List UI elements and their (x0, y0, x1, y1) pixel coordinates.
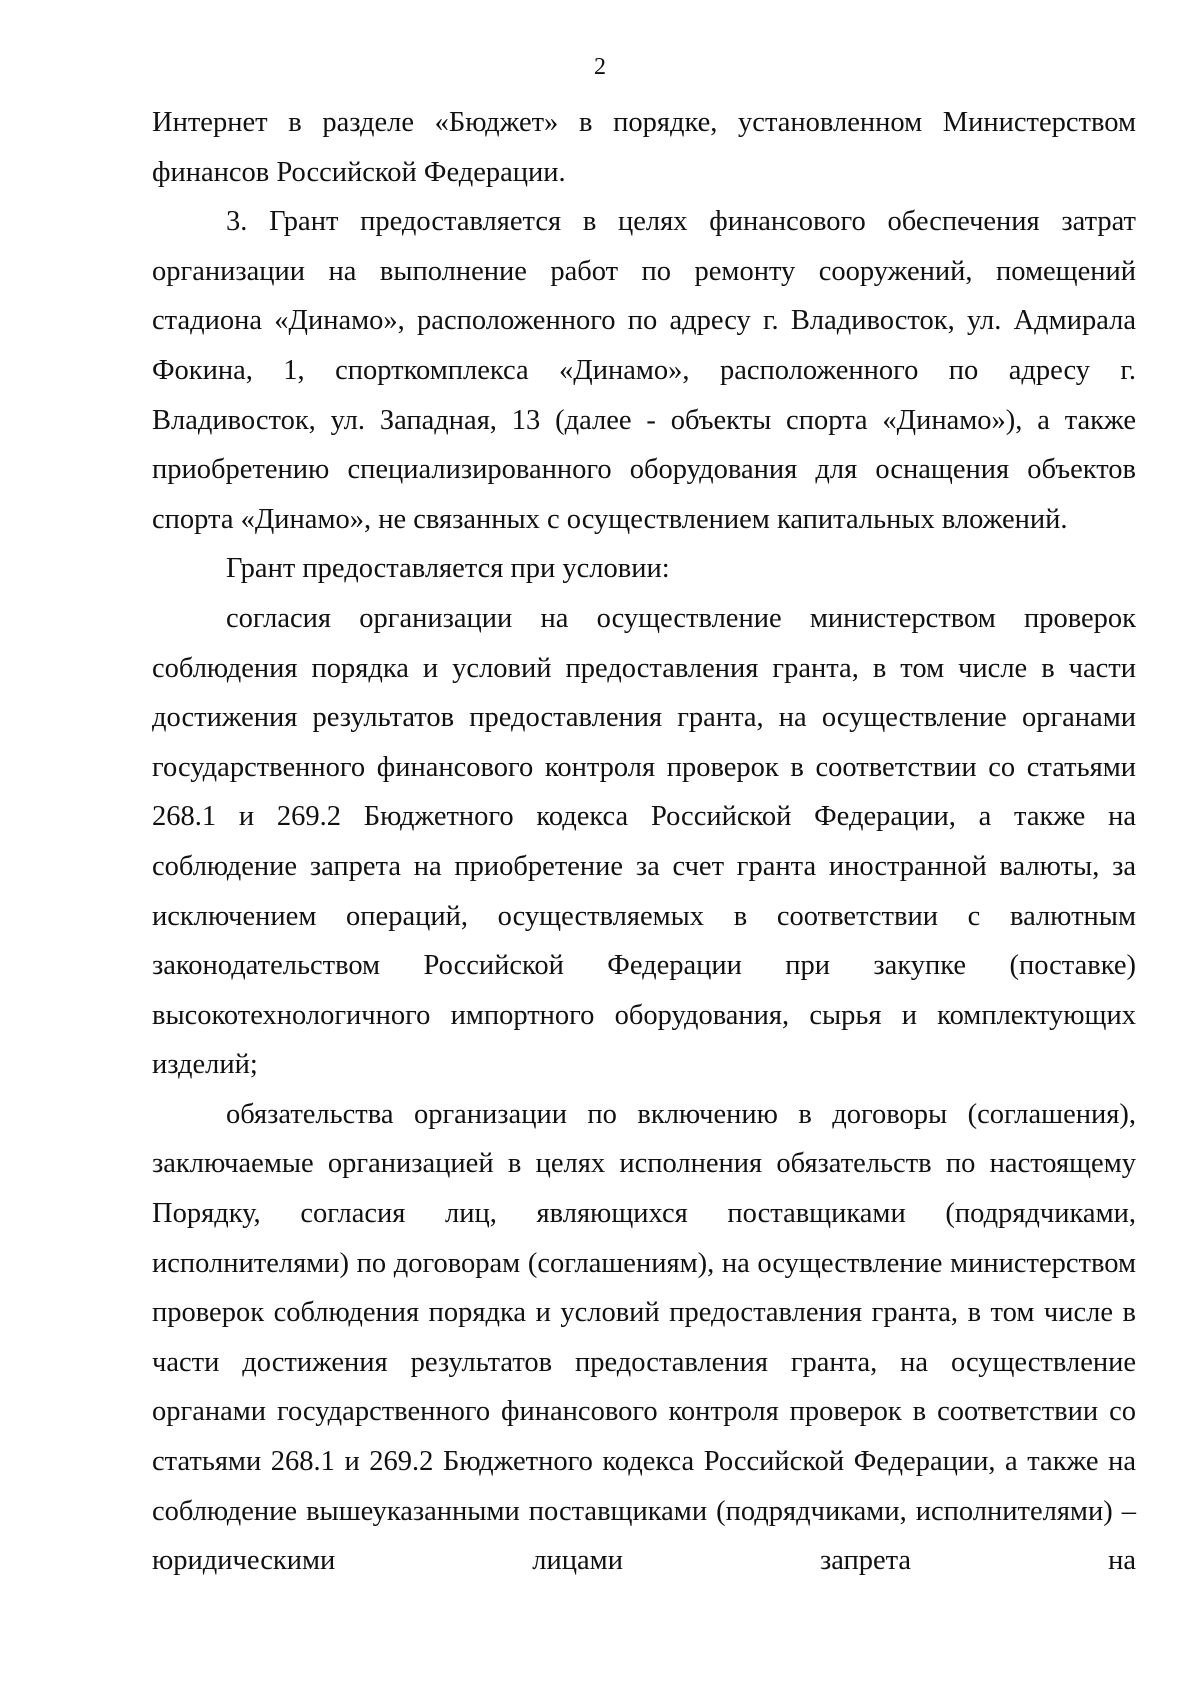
paragraph-grant-conditions-intro: Грант предоставляется при условии: (226, 553, 670, 585)
paragraph-organization-consent: согласия организации на осуществление министерством проверок соблюдения порядка и условий предоставления гранта, в том числе в части достижения результатов предоставления гранта, на осуществление органами государственного финансового контроля проверок в соответствии со статьями 268.1 и 269.2 Бюджетного кодекса Российской Федерации, а также на соблюдение запрета на приобретение за счет гранта иностранной валюты, за исключением операций, осуществляемых в соответствии с валютным законодательством Российской Федерации при закупке (поставке) высокотехнологичного импортного оборудования, сырья и комплектующих изделий; (152, 602, 1136, 1081)
paragraph-organization-obligation: обязательства организации по включению в договоры (соглашения), заключаемые организацией в целях исполнения обязательств по настоящему Порядку, согласия лиц, являющихся поставщиками (подрядчиками, исполнителями) по договорам (соглашениям), на осуществление министерством проверок соблюдения порядка и условий предоставления гранта, в том числе в части достижения результатов предоставления гранта, на осуществление органами государственного финансового контроля проверок в соответствии со статьями 268.1 и 269.2 Бюджетного кодекса Российской Федерации, а также на соблюдение вышеуказанными поставщиками (подрядчиками, исполнителями) – юридическими лицами запрета на (152, 1098, 1136, 1577)
paragraph-internet-budget: Интернет в разделе «Бюджет» в порядке, установленном Министерством финансов Российской Федерации. (152, 107, 1136, 188)
document-body (152, 98, 1136, 1586)
page-number: 2 (594, 54, 606, 80)
paragraph-grant-purpose: 3. Грант предоставляется в целях финансового обеспечения затрат организации на выполнение работ по ремонту сооружений, помещений стадиона «Динамо», расположенного по адресу г. Владивосток, ул. Адмирала Фокина, 1, спорткомплекса «Динамо», расположенного по адресу г. Владивосток, ул. Западная, 13 (далее - объекты спорта «Динамо»), а также приобретению специализированного оборудования для оснащения объектов спорта «Динамо», не связанных с осуществлением капитальных вложений. (152, 206, 1136, 535)
